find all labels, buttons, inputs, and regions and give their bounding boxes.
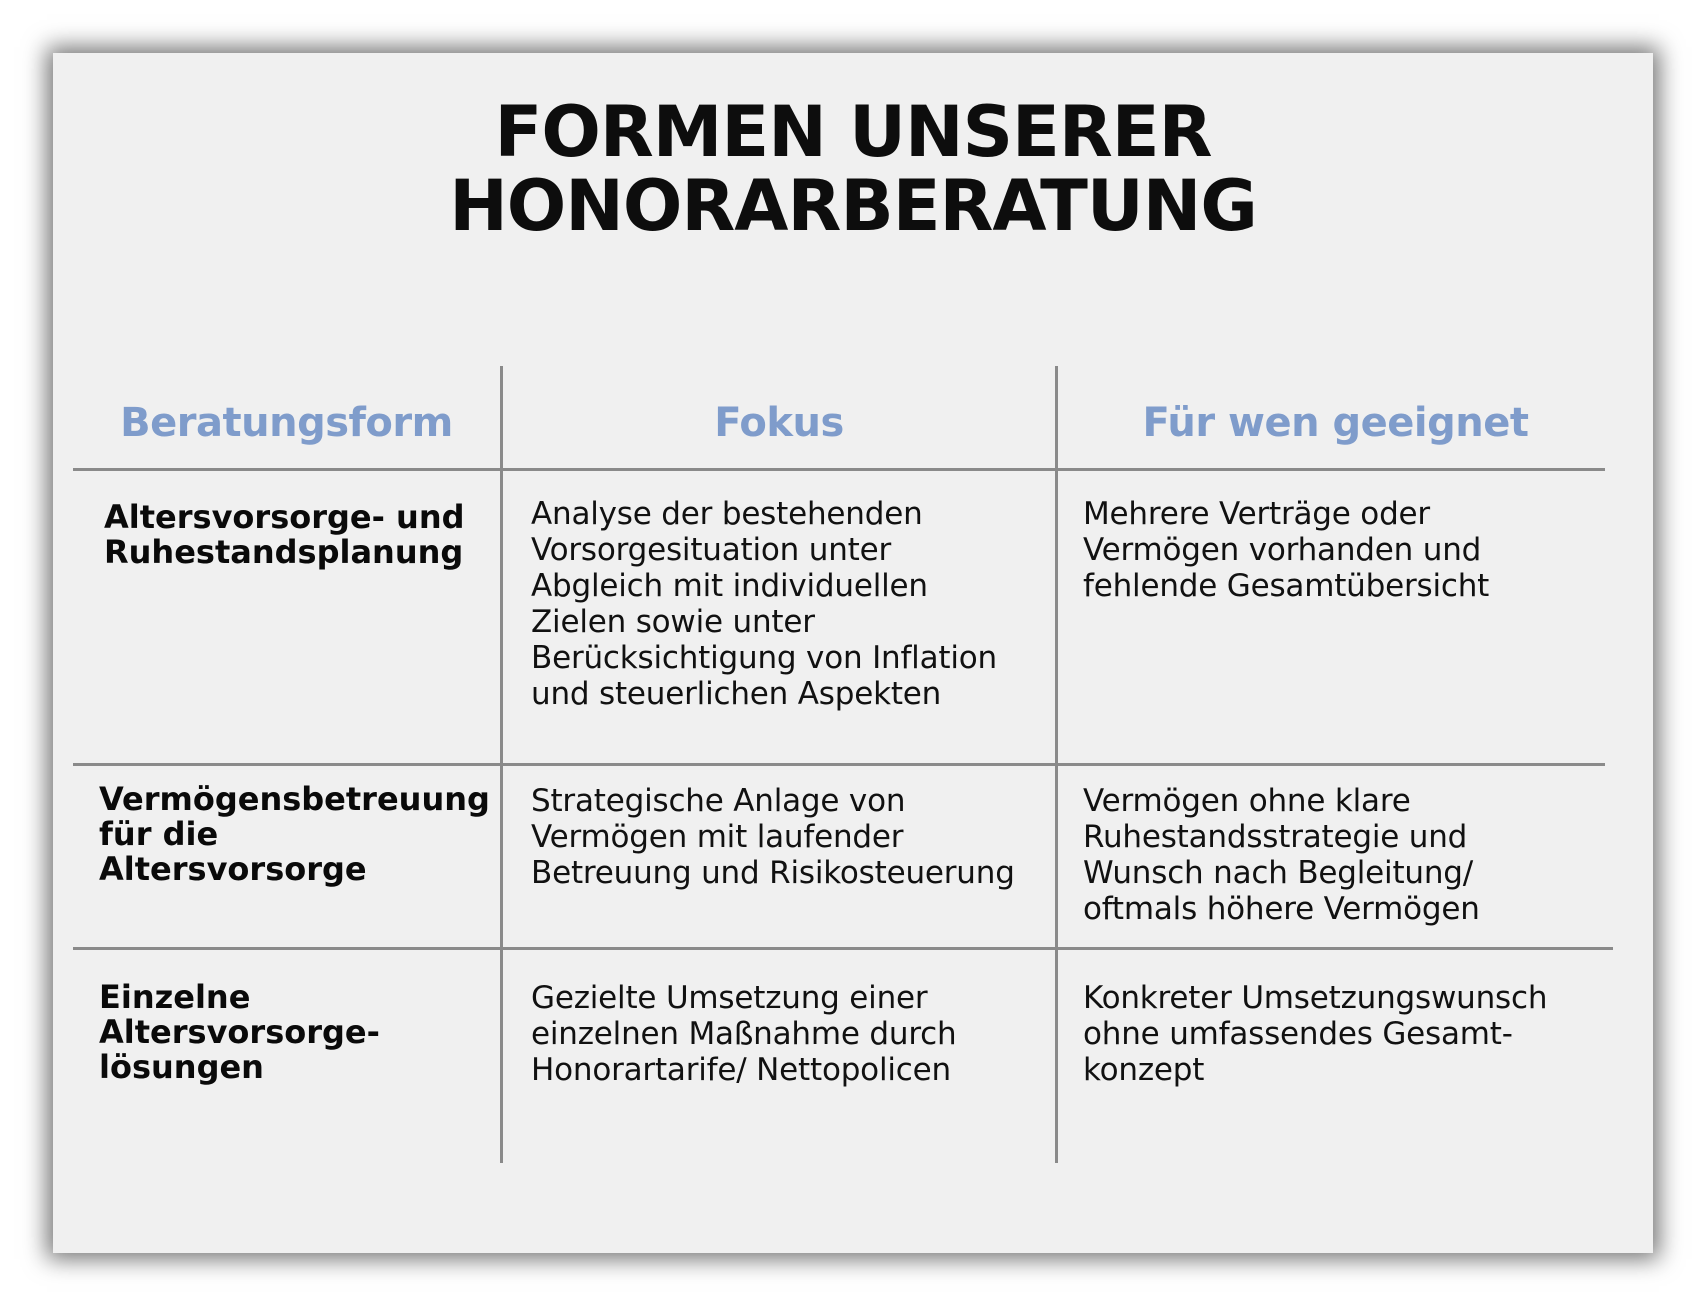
row-1-geeignet: Mehrere Verträge oder Vermögen vorhanden und fehlende Gesamtübersicht <box>1083 496 1490 604</box>
row-3-fokus: Gezielte Umsetzung einer einzelnen Maßnahme durch Honorartarife/ Nettopolicen <box>531 980 957 1088</box>
title-line-1: FORMEN UNSERER <box>494 91 1212 173</box>
row-2-fokus: Strategische Anlage von Vermögen mit laufender Betreuung und Risikosteuerung <box>531 783 1015 891</box>
page-title <box>53 91 1653 247</box>
column-header-beratungsform: Beratungsform <box>120 400 453 446</box>
row-3-beratungsform: Einzelne Altersvorsorge- lösungen <box>99 978 380 1086</box>
card <box>53 53 1653 1253</box>
title-line-2: HONORARBERATUNG <box>449 165 1257 247</box>
row-2-beratungsform: Vermögensbetreuung für die Altersvorsorge <box>99 780 490 888</box>
row-divider-1 <box>73 763 1605 766</box>
row-divider-2 <box>73 947 1613 950</box>
column-header-fokus: Fokus <box>714 400 844 446</box>
column-header-fuer-wen-geeignet: Für wen geeignet <box>1142 400 1529 446</box>
row-3-geeignet: Konkreter Umsetzungswunsch ohne umfassendes Gesamt- konzept <box>1083 980 1548 1088</box>
row-1-fokus: Analyse der bestehenden Vorsorgesituation unter Abgleich mit individuellen Zielen sowie unter Berücksichtigung von Inflation und steuerlichen Aspekten <box>531 496 997 712</box>
header-divider <box>73 468 1605 471</box>
row-1-beratungsform: Altersvorsorge- und Ruhestandsplanung <box>104 498 465 571</box>
row-2-geeignet: Vermögen ohne klare Ruhestandsstrategie und Wunsch nach Begleitung/ oftmals höhere Vermögen <box>1083 783 1480 927</box>
